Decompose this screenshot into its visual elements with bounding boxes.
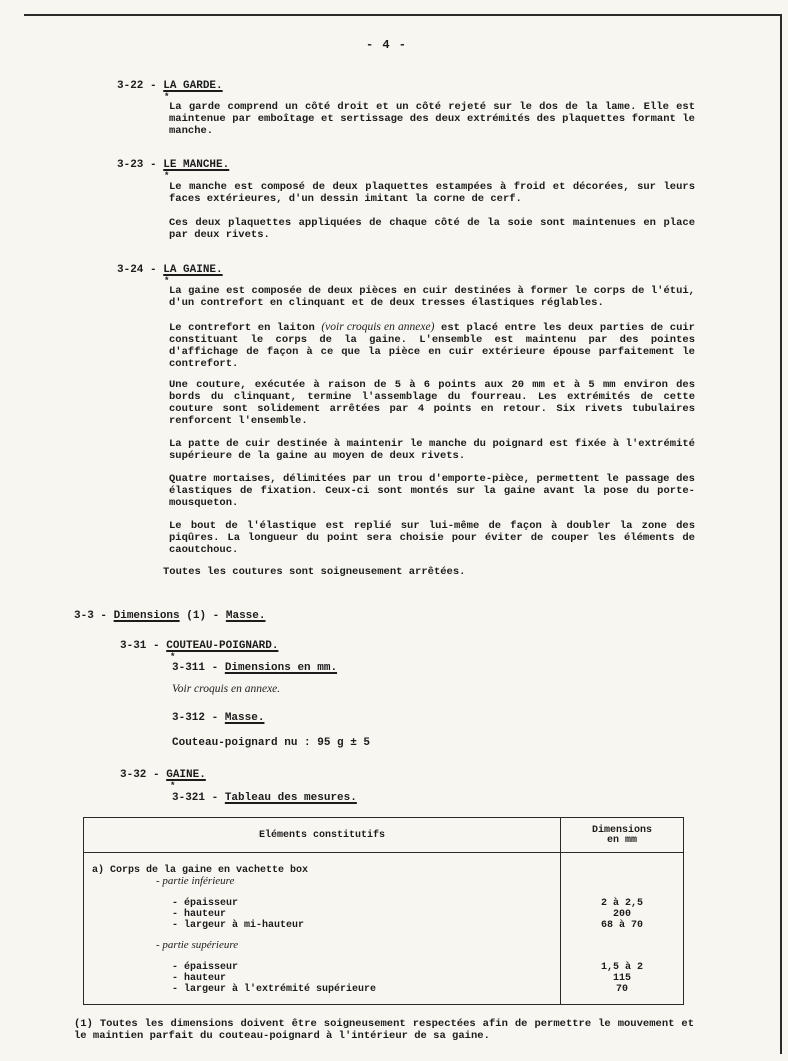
paragraph-text: Ces deux plaquettes appliquées de chaque côté de la soie sont maintenues en place par deux rivets.	[169, 217, 695, 241]
section-title: Dimensions	[113, 610, 180, 622]
section-3-22-heading	[117, 80, 223, 92]
asterisk-mark: *	[164, 171, 170, 181]
section-3-311-heading	[172, 662, 337, 674]
section-3-32-heading	[120, 769, 206, 781]
annex-reference: Voir croquis en annexe.	[172, 683, 281, 695]
annex-reference: (voir croquis en annexe)	[321, 321, 435, 333]
section-number: 3-32 -	[120, 769, 160, 781]
column-header-line: en mm	[606, 835, 637, 846]
footnote: (1) Toutes les dimensions doivent être soigneusement respectées afin de permettre le mouvement et le maintien parfait du couteau-poignard à l'intérieur de sa gaine.	[74, 1018, 694, 1042]
paragraph-text: La gaine est composée de deux pièces en cuir destinées à former le corps de l'étui, d'un contrefort en clinquant et de deux tresses élastiques réglables.	[169, 285, 695, 309]
elements-cell	[84, 853, 561, 1005]
table-row-value: 115	[612, 973, 631, 984]
table-row-label: - largeur à mi-hauteur	[172, 920, 305, 931]
section-number: 3-311 -	[172, 662, 219, 674]
paragraph-text: La patte de cuir destinée à maintenir le manche du poignard est fixée à l'extrémité supérieure de la gaine au moyen de deux rivets.	[169, 438, 695, 462]
paragraph-text: Toutes les coutures sont soigneusement arrêtées.	[163, 566, 466, 578]
table-row-value: 70	[615, 984, 628, 995]
table-row-value: 68 à 70	[600, 920, 643, 931]
asterisk-mark: *	[170, 652, 176, 662]
page-number: - 4 -	[366, 38, 408, 52]
measures-table	[83, 817, 684, 1005]
table-row-label: - épaisseur	[172, 898, 239, 909]
paragraph-text: Une couture, exécutée à raison de 5 à 6 points aux 20 mm et à 5 mm environ des bords du clinquant, termine l'assemblage du fourreau. Les extrémités de cette couture sont solidement arrêtées par 4 points en retour. Six rivets tubulaires renforcent l'ensemble.	[169, 379, 695, 427]
section-number: 3-23 -	[117, 159, 157, 171]
dimensions-cell	[561, 853, 684, 1005]
paragraph	[117, 520, 695, 556]
table-row-label: - hauteur	[172, 909, 227, 920]
table-body-row	[84, 853, 684, 1005]
paragraph	[117, 321, 695, 370]
section-title: LA GAINE.	[163, 264, 223, 276]
paragraph	[117, 438, 695, 462]
table-header-row	[84, 818, 684, 853]
section-title: Tableau des mesures.	[224, 792, 357, 804]
section-title: Dimensions en mm.	[224, 662, 338, 674]
paragraph-text: Le manche est composé de deux plaquettes estampées à froid et décorées, sur leurs faces extérieures, d'un dessin imitant la corne de cerf.	[169, 181, 695, 205]
paragraph	[117, 285, 695, 309]
asterisk-mark: *	[164, 92, 170, 102]
paragraph	[117, 101, 695, 137]
paragraph	[117, 379, 695, 427]
part-label: - partie supérieure	[156, 939, 239, 951]
section-title: COUTEAU-POIGNARD.	[166, 640, 279, 652]
section-3-312-heading	[172, 712, 264, 724]
asterisk-mark: *	[164, 276, 170, 286]
table-row-label: - hauteur	[172, 973, 227, 984]
table-row-label: - largeur à l'extrémité supérieure	[172, 984, 377, 995]
section-3-31-heading	[120, 640, 278, 652]
section-3-24-heading	[117, 264, 223, 276]
table-row-value: 200	[612, 909, 631, 920]
table-row-value: 2 à 2,5	[600, 898, 643, 909]
section-number: 3-312 -	[172, 712, 219, 724]
mass-value: Couteau-poignard nu : 95 g ± 5	[172, 737, 371, 749]
section-3-321-heading	[172, 792, 357, 804]
paragraph-text: La garde comprend un côté droit et un côté rejeté sur le dos de la lame. Elle est maintenue par emboîtage et sertissage des deux extrémités des plaquettes formant le manche.	[169, 101, 695, 137]
paragraph-text: Le bout de l'élastique est replié sur lui-même de façon à doubler la zone des piqûres. La longueur du point sera choisie pour éviter de couper les éléments de caoutchouc.	[169, 520, 695, 556]
section-number: 3-3 -	[74, 610, 108, 622]
section-3-23-heading	[117, 159, 229, 171]
column-header	[561, 818, 684, 853]
paragraph	[117, 473, 695, 509]
section-number: 3-24 -	[117, 264, 157, 276]
paragraph-text: est placé entre les deux parties de cuir constituant le corps de la gaine. L'ensemble est maintenu par des pointes d'affichage de façon à ce que la pièce en cuir extérieure épouse parfaitement le contrefort.	[169, 322, 695, 370]
paragraph-text: Quatre mortaises, délimitées par un trou d'emporte-pièce, permettent le passage des élastiques de fixation. Ceux-ci sont montés sur la gaine avant la pose du porte-mousqueton.	[169, 473, 695, 509]
section-number: 3-22 -	[117, 80, 157, 92]
section-number: 3-31 -	[120, 640, 160, 652]
section-title: LE MANCHE.	[163, 159, 230, 171]
asterisk-mark: *	[170, 781, 176, 791]
column-header-line: Dimensions	[591, 825, 652, 836]
section-number: 3-321 -	[172, 792, 219, 804]
section-title: Masse.	[224, 712, 265, 724]
section-title-2: Masse.	[225, 610, 266, 622]
paragraph-text: Le contrefort en laiton	[169, 322, 322, 334]
part-label: - partie inférieure	[156, 875, 235, 887]
column-header: Eléments constitutifs	[84, 818, 561, 853]
footnote-reference: (1) -	[186, 610, 220, 622]
paragraph	[117, 181, 695, 205]
section-3-3-heading	[74, 610, 265, 622]
group-title: a) Corps de la gaine en vachette box	[92, 865, 309, 876]
table-row-value: 1,5 à 2	[600, 962, 643, 973]
table-row-label: - épaisseur	[172, 962, 239, 973]
section-title: LA GARDE.	[163, 80, 223, 92]
section-title: GAINE.	[166, 769, 206, 781]
paragraph	[117, 217, 695, 241]
